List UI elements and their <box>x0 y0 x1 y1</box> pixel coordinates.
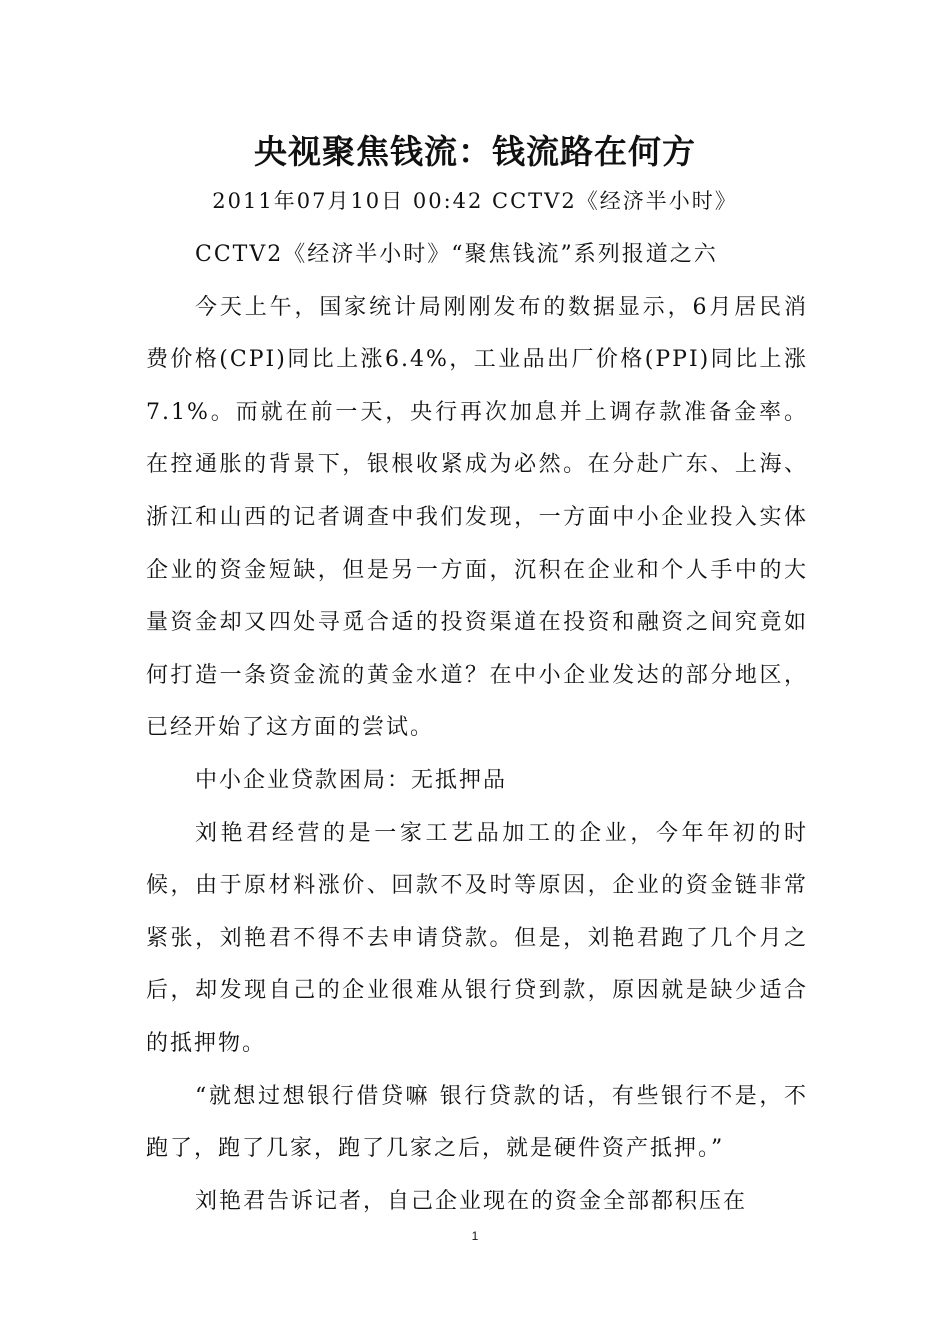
body-paragraph: 刘艳君告诉记者，自己企业现在的资金全部都积压在 <box>195 1188 748 1214</box>
body-paragraph: 刘艳君经营的是一家工艺品加工的企业，今年年初的时候，由于原材料涨价、回款不及时等原因，企业的资金链非常紧张，刘艳君不得不去申请贷款。但是，刘艳君跑了几个月之后，却发现自己的企业很难从银行贷到款，原因就是缺少适合的抵押物。 <box>146 820 808 1056</box>
body-paragraph: 今天上午，国家统计局刚刚发布的数据显示，6月居民消费价格(CPI)同比上涨6.4%，工业品出厂价格(PPI)同比上涨7.1%。而就在前一天，央行再次加息并上调存款准备金率。在控通胀的背景下，银根收紧成为必然。在分赴广东、上海、浙江和山西的记者调查中我们发现，一方面中小企业投入实体企业的资金短缺，但是另一方面，沉积在企业和个人手中的大量资金却又四处寻觅合适的投资渠道在投资和融资之间究竟如何打造一条资金流的黄金水道？在中小企业发达的部分地区，已经开始了这方面的尝试。 <box>146 294 808 741</box>
page-number: 1 <box>471 1229 479 1243</box>
page-title: 央视聚焦钱流：钱流路在何方 <box>254 132 696 171</box>
article-body <box>146 229 808 1228</box>
series-note: CCTV2《经济半小时》“聚焦钱流”系列报道之六 <box>195 242 718 267</box>
article-dateline: 2011年07月10日 00:42 CCTV2《经济半小时》 <box>212 189 738 213</box>
section-heading: 中小企业贷款困局：无抵押品 <box>195 767 508 793</box>
quote-paragraph: “就想过想银行借贷嘛 银行贷款的话，有些银行不是，不跑了，跑了几家，跑了几家之后，就是硬件资产抵押。” <box>146 1083 808 1162</box>
